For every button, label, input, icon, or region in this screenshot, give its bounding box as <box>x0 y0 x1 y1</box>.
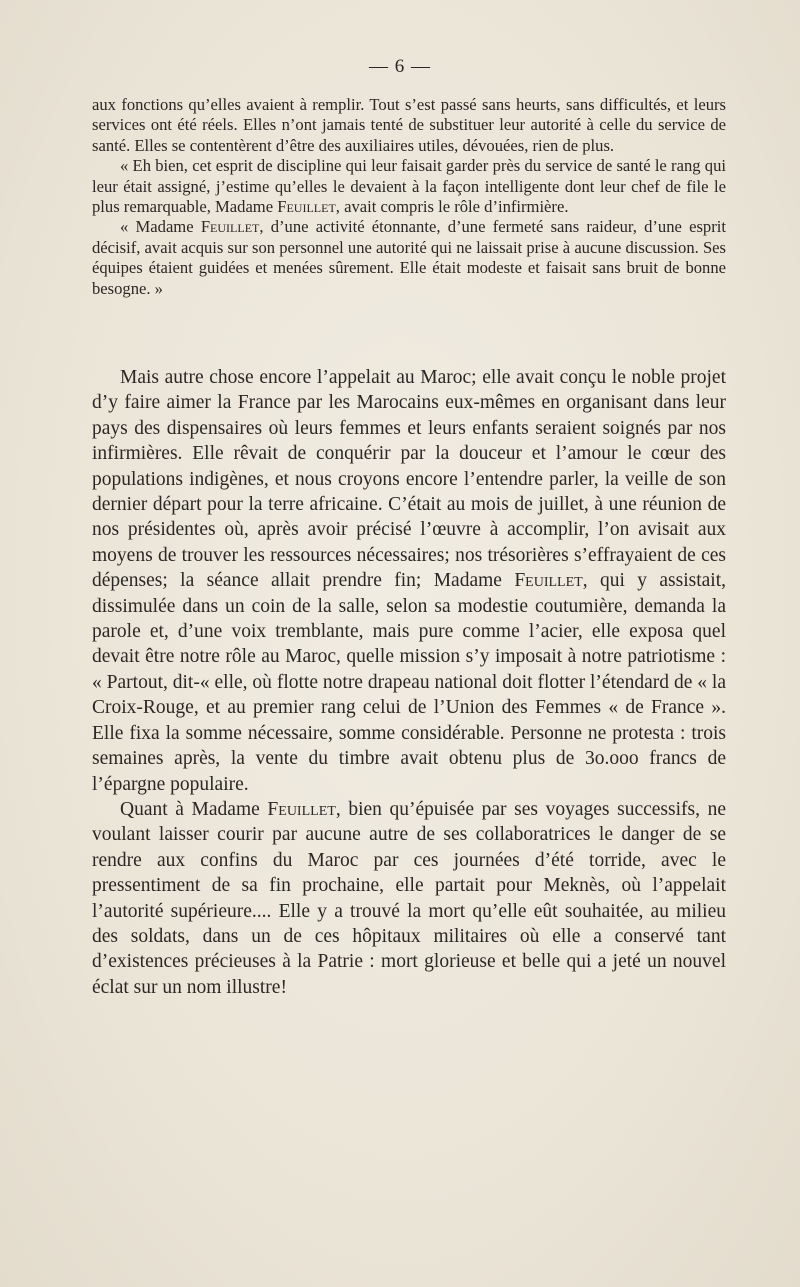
quoted-testimony <box>92 95 726 299</box>
body-p1-text-b: , qui y assistait, dissimulée dans un coin de la salle, selon sa modestie coutumière, demanda la parole et, d’une voix tremblante, mais pure comme l’acier, elle exposa quel devait être notre rôle au Maroc, quelle mission s’y imposait à notre patriotisme : « Partout, dit-« elle, où flotte notre drapeau national doit flotter l’étendard de « la Croix-Rouge, et au premier rang celui de l’Union des Femmes « de France ». Elle fixa la somme nécessaire, somme considérable. Personne ne protesta : trois semaines après, la vente du timbre avait obtenu plus de 3o.ooo francs de l’épargne populaire. <box>92 570 726 795</box>
body-p1-text-a: Mais autre chose encore l’appelait au Maroc; elle avait conçu le noble projet d’y faire aimer la France par les Marocains eux-mêmes en organisant dans leur pays des dispensaires où leurs femmes et leurs enfants seraient soignés par nos infirmières. Elle rêvait de conquérir par la douceur et l’amour le cœur des populations indigènes, et nous croyons encore l’entendre parler, la veille de son dernier départ pour la terre africaine. C’était au mois de juillet, à une réunion de nos présidentes où, après avoir précisé l’œuvre à accomplir, l’on avisait aux moyens de trouver les ressources nécessaires; nos trésorières s’effrayaient de ces dépenses; la séance allait prendre fin; Madame <box>92 367 726 592</box>
quote-p2-name: Feuillet <box>277 197 336 217</box>
quote-p2-text-b: , avait compris le rôle d’infirmière. <box>335 197 569 217</box>
page-number: — 6 — <box>369 56 431 77</box>
body-p1-name: Feuillet <box>514 570 583 592</box>
quote-p3-text-a: « Madame <box>120 217 201 237</box>
main-text <box>92 365 726 1000</box>
quote-p3-name: Feuillet <box>200 217 260 237</box>
body-p2-text-a: Quant à Madame <box>120 798 268 820</box>
quote-p3-text-b: , d’une activité étonnante, d’une fermeté sans raideur, d’une esprit décisif, avait acquis sur son personnel une autorité qui ne laissait prise à aucune discussion. Ses équipes étaient guidées et menées sûrement. Elle était modeste et faisait sans bruit de bonne besogne. » <box>92 217 726 298</box>
body-p2-name: Feuillet <box>267 798 336 820</box>
quote-p2-text-a: « Eh bien, cet esprit de discipline qui leur faisait garder près du service de santé le rang qui leur était assigné, j’estime qu’elles le devaient à la façon intelligente dont leur chef de file le plus remarquable, Madame <box>92 156 726 217</box>
quote-paragraph-3 <box>92 217 726 299</box>
body-p2-text-b: , bien qu’épuisée par ses voyages successifs, ne voulant laisser courir par aucune autre de ses collaboratrices le danger de se rendre aux confins du Maroc par ces journées d’été torride, avec le pressentiment de sa fin prochaine, elle partait pour Meknès, où l’appelait l’autorité supérieure.... Elle y a trouvé la mort qu’elle eût souhaitée, au milieu des soldats, dans un de ces hôpitaux militaires où elle a conservé tant d’existences précieuses à la Patrie : mort glorieuse et belle qui a jeté un nouvel éclat sur un nom illustre! <box>92 798 726 998</box>
body-paragraph-2 <box>92 797 726 1000</box>
body-paragraph-1 <box>92 365 726 797</box>
quote-paragraph-1: aux fonctions qu’elles avaient à remplir. Tout s’est passé sans heurts, sans difficultés, et leurs services ont été réels. Elles n’ont jamais tenté de substituer leur autorité à celle du service de santé. Elles se contentèrent d’être des auxiliaires utiles, dévouées, rien de plus. <box>92 95 726 155</box>
quote-paragraph-2 <box>92 156 726 217</box>
